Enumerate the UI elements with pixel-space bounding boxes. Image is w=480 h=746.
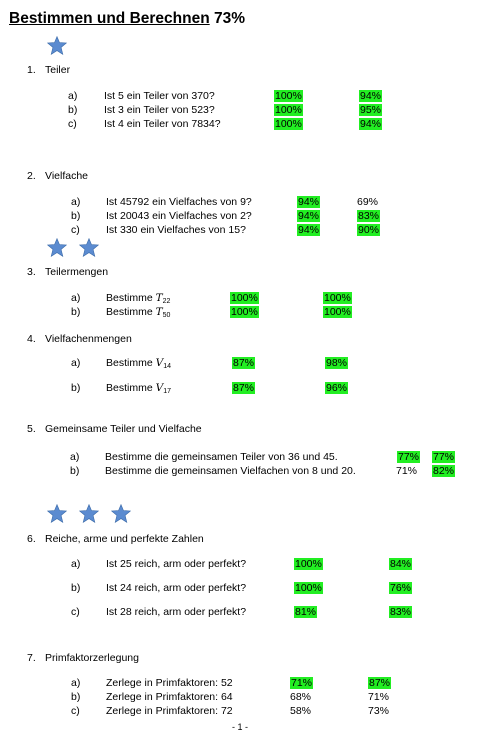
score-first-attempt: 68% xyxy=(290,691,312,703)
section-title: Vielfachenmengen xyxy=(45,333,132,345)
score-second-attempt: 95% xyxy=(360,104,382,116)
star-icon xyxy=(47,504,67,523)
item-text: Ist 5 ein Teiler von 370? xyxy=(104,90,215,102)
score-second-attempt: 83% xyxy=(358,210,380,222)
set-subscript: 17 xyxy=(163,388,171,395)
section-title: Gemeinsame Teiler und Vielfache xyxy=(45,423,202,435)
item-text: Ist 45792 ein Vielfaches von 9? xyxy=(106,196,252,208)
item-text: Ist 330 ein Vielfaches von 15? xyxy=(106,224,246,236)
set-subscript: 22 xyxy=(162,298,171,305)
item-letter: b) xyxy=(68,104,78,116)
score-second-attempt: 94% xyxy=(360,90,382,102)
set-symbol: V xyxy=(155,357,164,369)
score-first-attempt: 100% xyxy=(275,104,302,116)
item-letter: a) xyxy=(71,357,81,369)
score-second-attempt: 90% xyxy=(358,224,380,236)
score-first-attempt: 100% xyxy=(295,582,322,594)
item-text xyxy=(106,306,170,319)
set-subscript: 50 xyxy=(162,312,171,319)
score-first-attempt: 58% xyxy=(290,705,312,717)
score-second-attempt: 96% xyxy=(326,382,348,394)
section-title: Reiche, arme und perfekte Zahlen xyxy=(45,533,204,545)
set-symbol: V xyxy=(155,382,164,394)
set-symbol: T xyxy=(155,306,163,318)
score-second-attempt: 69% xyxy=(357,196,379,208)
score-first-attempt: 100% xyxy=(275,118,302,130)
score-first-attempt: 77% xyxy=(398,451,420,463)
section-number: 7. xyxy=(27,652,36,664)
star-icon xyxy=(47,238,67,257)
item-text: Ist 3 ein Teiler von 523? xyxy=(104,104,215,116)
score-second-attempt: 87% xyxy=(369,677,391,689)
score-second-attempt: 82% xyxy=(433,465,455,477)
score-first-attempt: 94% xyxy=(298,210,320,222)
item-text: Ist 24 reich, arm oder perfekt? xyxy=(106,582,247,594)
star-icon xyxy=(79,504,99,523)
section-title: Teiler xyxy=(45,64,71,76)
score-second-attempt: 71% xyxy=(368,691,390,703)
item-letter: a) xyxy=(68,90,78,102)
score-first-attempt: 100% xyxy=(295,558,322,570)
item-letter: b) xyxy=(71,582,81,594)
item-text: Zerlege in Primfaktoren: 64 xyxy=(106,691,233,703)
score-second-attempt: 100% xyxy=(324,306,351,318)
score-second-attempt: 73% xyxy=(368,705,390,717)
score-first-attempt: 100% xyxy=(231,292,258,304)
item-letter: a) xyxy=(71,558,81,570)
star-icon xyxy=(111,504,131,523)
item-label: Bestimme xyxy=(106,382,153,394)
item-text: Ist 28 reich, arm oder perfekt? xyxy=(106,606,247,618)
item-text: Ist 25 reich, arm oder perfekt? xyxy=(106,558,247,570)
score-first-attempt: 94% xyxy=(298,196,320,208)
score-second-attempt: 83% xyxy=(390,606,412,618)
section-title: Teilermengen xyxy=(45,266,109,278)
item-text xyxy=(106,292,170,305)
score-first-attempt: 100% xyxy=(231,306,258,318)
item-letter: c) xyxy=(68,118,77,130)
score-first-attempt: 87% xyxy=(233,357,255,369)
item-text: Zerlege in Primfaktoren: 72 xyxy=(106,705,233,717)
score-second-attempt: 84% xyxy=(390,558,412,570)
item-text xyxy=(106,382,171,395)
item-letter: c) xyxy=(71,705,80,717)
score-second-attempt: 100% xyxy=(324,292,351,304)
score-second-attempt: 98% xyxy=(326,357,348,369)
item-text: Bestimme die gemeinsamen Vielfachen von 8 und 20. xyxy=(105,465,356,477)
item-letter: a) xyxy=(71,196,81,208)
score-second-attempt: 76% xyxy=(390,582,412,594)
item-letter: a) xyxy=(71,292,81,304)
set-symbol: T xyxy=(155,292,163,304)
item-letter: c) xyxy=(71,224,80,236)
section-number: 4. xyxy=(27,333,36,345)
item-label: Bestimme xyxy=(106,292,153,304)
section-number: 5. xyxy=(27,423,36,435)
item-letter: a) xyxy=(70,451,80,463)
item-text: Ist 4 ein Teiler von 7834? xyxy=(104,118,221,130)
section-number: 2. xyxy=(27,170,36,182)
score-first-attempt: 71% xyxy=(396,465,418,477)
item-text: Zerlege in Primfaktoren: 52 xyxy=(106,677,233,689)
item-text xyxy=(106,357,171,370)
page-number: - 1 - xyxy=(231,722,248,732)
score-first-attempt: 100% xyxy=(275,90,302,102)
item-text: Bestimme die gemeinsamen Teiler von 36 und 45. xyxy=(105,451,338,463)
item-label: Bestimme xyxy=(106,357,153,369)
item-letter: b) xyxy=(70,465,80,477)
score-first-attempt: 71% xyxy=(291,677,313,689)
score-second-attempt: 94% xyxy=(360,118,382,130)
section-number: 6. xyxy=(27,533,36,545)
title-main: Bestimmen und Berechnen xyxy=(9,10,210,27)
item-letter: b) xyxy=(71,382,81,394)
item-letter: b) xyxy=(71,210,81,222)
star-icon xyxy=(47,36,67,55)
item-text: Ist 20043 ein Vielfaches von 2? xyxy=(106,210,252,222)
score-second-attempt: 77% xyxy=(433,451,455,463)
item-label: Bestimme xyxy=(106,306,153,318)
section-title: Primfaktorzerlegung xyxy=(45,652,139,664)
star-icon xyxy=(79,238,99,257)
score-first-attempt: 81% xyxy=(295,606,317,618)
score-first-attempt: 94% xyxy=(298,224,320,236)
section-title: Vielfache xyxy=(45,170,89,182)
section-number: 3. xyxy=(27,266,36,278)
section-number: 1. xyxy=(27,64,36,76)
score-first-attempt: 87% xyxy=(233,382,255,394)
item-letter: a) xyxy=(71,677,81,689)
item-letter: b) xyxy=(71,306,81,318)
item-letter: c) xyxy=(71,606,80,618)
item-letter: b) xyxy=(71,691,81,703)
title-score: 73% xyxy=(214,10,246,27)
set-subscript: 14 xyxy=(163,363,171,370)
page-title xyxy=(9,10,245,28)
